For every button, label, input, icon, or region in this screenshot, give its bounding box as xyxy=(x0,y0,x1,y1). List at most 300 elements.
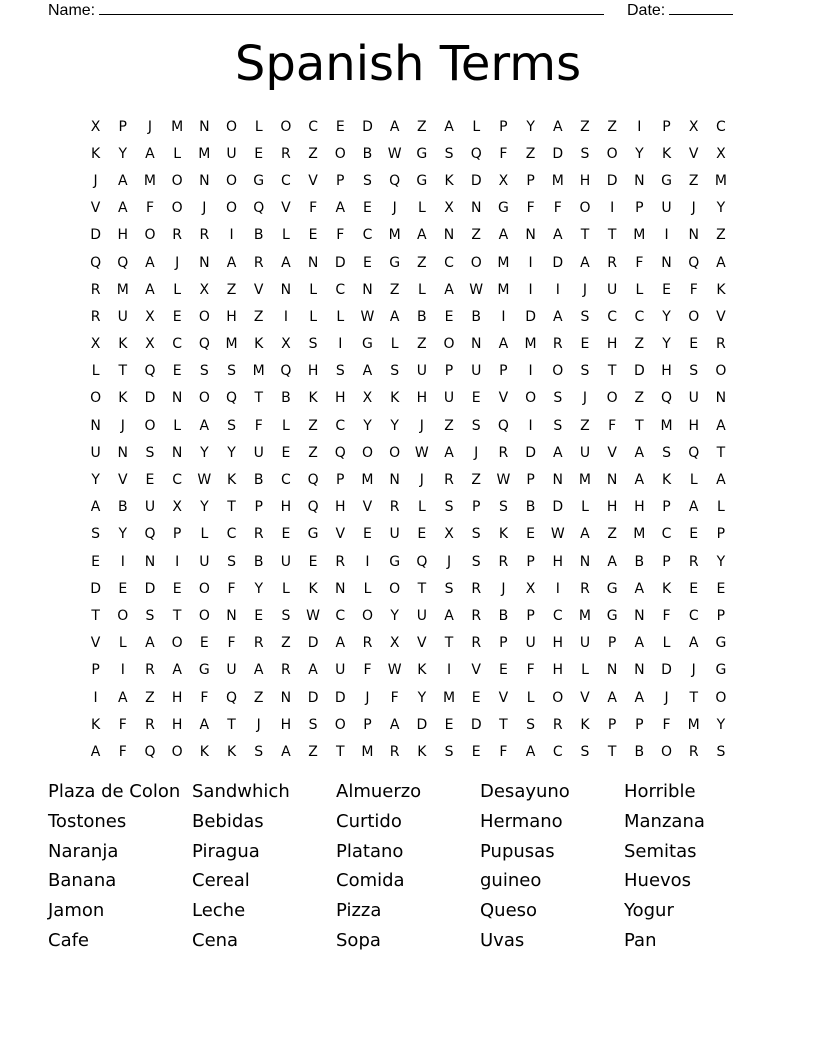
grid-letter: T xyxy=(417,580,427,597)
grid-letter: O xyxy=(361,444,373,461)
grid-letter: E xyxy=(363,200,372,217)
grid-letter: N xyxy=(226,607,237,624)
grid-letter: D xyxy=(552,254,564,271)
word-bank-item: Tostones xyxy=(48,810,127,832)
grid-letter: L xyxy=(417,200,426,217)
grid-letter: A xyxy=(634,444,645,461)
grid-letter: B xyxy=(634,743,645,760)
grid-letter: F xyxy=(227,635,236,652)
grid-letter: K xyxy=(580,716,590,733)
grid-letter: D xyxy=(606,172,618,189)
grid-letter: X xyxy=(281,336,291,353)
grid-letter: E xyxy=(580,336,590,353)
grid-letter: V xyxy=(335,526,346,543)
grid-letter: Z xyxy=(471,227,482,244)
grid-letter: A xyxy=(580,526,590,543)
grid-letter: N xyxy=(634,607,645,624)
grid-letter: L xyxy=(118,635,127,652)
grid-letter: O xyxy=(226,118,238,135)
grid-letter: C xyxy=(172,472,183,489)
grid-letter: P xyxy=(662,553,671,570)
grid-letter: A xyxy=(253,662,264,679)
grid-letter: A xyxy=(552,118,563,135)
word-bank-item: Hermano xyxy=(480,810,563,832)
grid-letter: A xyxy=(552,444,563,461)
grid-letter: A xyxy=(117,172,128,189)
grid-letter: N xyxy=(634,172,645,189)
grid-letter: K xyxy=(226,743,237,760)
grid-letter: M xyxy=(633,526,646,543)
grid-letter: A xyxy=(688,635,699,652)
grid-letter: R xyxy=(607,254,618,271)
grid-letter: K xyxy=(661,145,672,162)
grid-letter: W xyxy=(550,526,565,543)
grid-letter: L xyxy=(91,363,100,380)
grid-letter: Q xyxy=(661,390,673,407)
grid-letter: P xyxy=(635,716,644,733)
grid-letter: N xyxy=(280,281,292,298)
grid-letter: G xyxy=(715,662,727,679)
grid-letter: F xyxy=(118,743,127,760)
grid-letter: W xyxy=(496,472,511,489)
grid-letter: T xyxy=(607,363,617,380)
grid-letter: O xyxy=(198,390,210,407)
grid-letter: C xyxy=(716,118,726,135)
grid-letter: D xyxy=(307,635,319,652)
grid-letter: Y xyxy=(200,499,209,516)
grid-letter: U xyxy=(90,444,101,461)
grid-letter: V xyxy=(362,499,373,516)
grid-letter: X xyxy=(145,308,155,325)
grid-letter: Z xyxy=(308,417,318,434)
grid-letter: R xyxy=(498,553,509,570)
grid-letter: G xyxy=(606,607,618,624)
word-bank-item: Pupusas xyxy=(480,840,555,862)
grid-letter: Q xyxy=(307,499,319,516)
grid-letter: T xyxy=(91,607,100,624)
word-search-grid xyxy=(82,113,735,766)
grid-letter: W xyxy=(360,308,375,325)
grid-letter: S xyxy=(662,444,671,461)
grid-letter: A xyxy=(552,227,563,244)
grid-letter: E xyxy=(335,118,345,135)
word-bank-item: Desayuno xyxy=(480,781,570,802)
grid-letter: P xyxy=(526,172,535,189)
grid-letter: S xyxy=(553,417,563,434)
name-field[interactable] xyxy=(48,0,604,20)
grid-letter: Z xyxy=(308,743,318,760)
grid-letter: N xyxy=(362,281,373,298)
grid-letter: I xyxy=(528,281,533,298)
grid-letter: I xyxy=(528,254,533,271)
grid-letter: G xyxy=(497,200,509,217)
date-blank-line[interactable] xyxy=(669,0,733,15)
grid-letter: Q xyxy=(688,444,700,461)
grid-letter: B xyxy=(253,553,264,570)
grid-letter: E xyxy=(172,580,182,597)
grid-letter: L xyxy=(173,145,182,162)
grid-letter: T xyxy=(444,635,454,652)
grid-letter: Y xyxy=(118,526,128,543)
grid-letter: V xyxy=(580,689,590,706)
grid-letter: X xyxy=(444,200,454,217)
grid-letter: H xyxy=(280,716,292,733)
grid-letter: M xyxy=(660,417,673,434)
grid-letter: S xyxy=(526,716,536,733)
grid-letter: E xyxy=(172,308,182,325)
word-bank-item: Jamon xyxy=(48,900,105,922)
grid-letter: C xyxy=(552,607,563,624)
grid-letter: O xyxy=(688,308,700,325)
grid-letter: N xyxy=(117,444,129,461)
grid-letter: G xyxy=(389,254,401,271)
grid-letter: W xyxy=(414,444,429,461)
grid-letter: C xyxy=(607,308,618,325)
grid-letter: R xyxy=(389,499,400,516)
grid-letter: M xyxy=(524,336,537,353)
grid-letter: K xyxy=(390,390,400,407)
grid-letter: N xyxy=(389,472,400,489)
grid-letter: K xyxy=(661,472,672,489)
grid-letter: J xyxy=(120,417,125,434)
grid-letter: Q xyxy=(307,472,319,489)
grid-letter: O xyxy=(334,716,346,733)
grid-letter: E xyxy=(308,227,318,244)
grid-letter: Z xyxy=(308,444,318,461)
grid-letter: M xyxy=(551,172,564,189)
grid-letter: Q xyxy=(497,417,509,434)
grid-letter: L xyxy=(363,580,372,597)
grid-letter: U xyxy=(199,553,210,570)
grid-letter: H xyxy=(171,716,183,733)
grid-letter: V xyxy=(417,635,427,652)
grid-letter: W xyxy=(197,472,212,489)
grid-letter: J xyxy=(501,580,506,597)
grid-letter: X xyxy=(199,281,210,298)
grid-letter: V xyxy=(498,689,509,706)
grid-letter: B xyxy=(281,390,291,407)
grid-letter: C xyxy=(335,417,346,434)
grid-letter: O xyxy=(226,172,238,189)
word-bank-item: Piragua xyxy=(192,840,260,862)
grid-letter: J xyxy=(392,200,397,217)
word-bank-item: Pizza xyxy=(336,900,382,922)
word-bank-item: Cafe xyxy=(48,929,90,951)
grid-letter: S xyxy=(444,580,454,597)
grid-letter: O xyxy=(226,200,238,217)
grid-letter: I xyxy=(175,553,180,570)
grid-letter: D xyxy=(90,580,101,597)
grid-letter: W xyxy=(387,145,402,162)
grid-letter: S xyxy=(281,607,291,624)
grid-letter: L xyxy=(282,227,290,244)
grid-letter: A xyxy=(281,254,291,271)
grid-letter: L xyxy=(282,417,290,434)
grid-letter: T xyxy=(580,227,590,244)
grid-letter: F xyxy=(499,743,508,760)
grid-letter: N xyxy=(171,390,183,407)
grid-letter: S xyxy=(498,499,508,516)
grid-letter: V xyxy=(90,635,101,652)
grid-letter: R xyxy=(253,254,264,271)
grid-letter: Y xyxy=(118,145,128,162)
grid-letter: F xyxy=(689,281,698,298)
grid-letter: H xyxy=(117,227,129,244)
grid-letter: N xyxy=(90,417,101,434)
grid-letter: S xyxy=(227,417,236,434)
grid-letter: I xyxy=(664,227,669,244)
grid-letter: Y xyxy=(227,444,236,461)
grid-letter: A xyxy=(716,417,726,434)
grid-letter: R xyxy=(552,716,563,733)
grid-letter: O xyxy=(715,363,727,380)
grid-letter: P xyxy=(526,607,535,624)
grid-letter: M xyxy=(578,472,592,489)
grid-letter: A xyxy=(498,336,509,353)
grid-letter: A xyxy=(335,200,346,217)
grid-letter: A xyxy=(172,662,182,679)
grid-letter: K xyxy=(417,662,427,679)
grid-letter: Q xyxy=(470,145,482,162)
grid-letter: A xyxy=(716,254,726,271)
grid-letter: A xyxy=(389,716,400,733)
grid-letter: Z xyxy=(253,308,264,325)
grid-letter: P xyxy=(172,526,182,543)
grid-letter: O xyxy=(606,390,618,407)
grid-letter: A xyxy=(145,281,155,298)
grid-letter: S xyxy=(145,607,155,624)
grid-letter: Z xyxy=(634,390,645,407)
grid-letter: Q xyxy=(90,254,102,271)
grid-letter: R xyxy=(145,716,155,733)
grid-letter: E xyxy=(471,390,481,407)
grid-letter: E xyxy=(118,580,128,597)
grid-letter: D xyxy=(144,390,156,407)
grid-letter: Z xyxy=(471,472,482,489)
grid-letter: B xyxy=(471,308,482,325)
grid-letter: G xyxy=(661,172,672,189)
grid-letter: E xyxy=(444,308,454,325)
grid-letter: I xyxy=(283,308,288,325)
grid-letter: I xyxy=(229,227,234,244)
grid-letter: U xyxy=(607,281,618,298)
word-bank xyxy=(48,778,768,957)
word-bank-item: Manzana xyxy=(624,810,705,832)
grid-letter: F xyxy=(363,662,372,679)
grid-letter: I xyxy=(446,662,452,679)
grid-letter: N xyxy=(443,227,455,244)
grid-letter: X xyxy=(498,172,509,189)
grid-letter: L xyxy=(309,308,317,325)
grid-letter: C xyxy=(172,336,183,353)
grid-letter: O xyxy=(470,254,482,271)
grid-letter: Z xyxy=(417,254,427,271)
grid-letter: A xyxy=(308,662,318,679)
grid-letter: A xyxy=(117,200,128,217)
grid-letter: P xyxy=(499,363,508,380)
grid-letter: F xyxy=(145,200,154,217)
grid-letter: L xyxy=(526,689,535,706)
grid-letter: S xyxy=(227,553,236,570)
grid-letter: K xyxy=(308,580,318,597)
grid-letter: E xyxy=(363,254,372,271)
grid-letter: T xyxy=(689,689,698,706)
grid-letter: Q xyxy=(144,526,156,543)
grid-letter: R xyxy=(688,553,699,570)
grid-letter: A xyxy=(199,417,210,434)
grid-letter: F xyxy=(635,254,644,271)
grid-letter: F xyxy=(526,200,535,217)
grid-letter: T xyxy=(254,390,263,407)
grid-letter: Y xyxy=(254,580,263,597)
grid-letter: N xyxy=(199,118,210,135)
grid-letter: U xyxy=(416,607,427,624)
grid-letter: T xyxy=(716,444,726,461)
grid-letter: N xyxy=(606,662,618,679)
grid-letter: D xyxy=(470,716,482,733)
grid-letter: E xyxy=(281,444,291,461)
grid-letter: J xyxy=(147,118,153,135)
grid-letter: A xyxy=(525,743,536,760)
grid-letter: V xyxy=(281,200,291,217)
grid-letter: P xyxy=(635,200,644,217)
grid-letter: D xyxy=(552,145,564,162)
grid-letter: P xyxy=(662,499,671,516)
grid-letter: Y xyxy=(662,336,671,353)
grid-letter: R xyxy=(580,580,590,597)
grid-letter: E xyxy=(689,336,699,353)
grid-letter: M xyxy=(171,118,184,135)
grid-letter: A xyxy=(634,635,645,652)
grid-letter: F xyxy=(608,417,617,434)
grid-letter: G xyxy=(416,145,428,162)
grid-letter: O xyxy=(171,172,183,189)
grid-letter: U xyxy=(525,635,536,652)
grid-letter: E xyxy=(662,281,671,298)
grid-letter: Q xyxy=(117,254,129,271)
grid-letter: B xyxy=(362,145,373,162)
grid-letter: G xyxy=(416,172,428,189)
grid-letter: S xyxy=(471,526,481,543)
grid-letter: G xyxy=(198,662,210,679)
grid-letter: K xyxy=(199,743,209,760)
grid-letter: V xyxy=(117,472,128,489)
grid-letter: X xyxy=(90,336,101,353)
grid-letter: D xyxy=(334,689,346,706)
grid-letter: K xyxy=(417,743,427,760)
name-blank-line[interactable] xyxy=(99,0,604,15)
grid-letter: U xyxy=(579,635,591,652)
grid-letter: J xyxy=(691,200,696,217)
grid-letter: L xyxy=(282,580,290,597)
grid-letter: U xyxy=(280,553,292,570)
grid-letter: P xyxy=(607,635,617,652)
grid-letter: F xyxy=(662,607,671,624)
grid-letter: S xyxy=(254,743,264,760)
grid-letter: F xyxy=(662,716,671,733)
word-bank-item: Plaza de Colon xyxy=(48,781,181,802)
grid-letter: L xyxy=(173,281,182,298)
grid-letter: C xyxy=(661,526,672,543)
grid-letter: R xyxy=(281,662,291,679)
grid-letter: A xyxy=(199,716,210,733)
grid-letter: C xyxy=(335,607,346,624)
grid-letter: A xyxy=(607,689,617,706)
grid-letter: K xyxy=(308,390,318,407)
grid-letter: E xyxy=(254,607,264,624)
grid-letter: S xyxy=(580,145,590,162)
grid-letter: F xyxy=(200,689,209,706)
grid-letter: M xyxy=(143,172,157,189)
grid-letter: A xyxy=(444,118,454,135)
grid-letter: B xyxy=(117,499,128,516)
word-bank-item: Huevos xyxy=(624,870,692,892)
grid-letter: D xyxy=(525,444,536,461)
grid-letter: A xyxy=(90,743,101,760)
grid-letter: S xyxy=(716,743,726,760)
grid-letter: T xyxy=(227,716,236,733)
grid-letter: P xyxy=(716,526,726,543)
grid-letter: C xyxy=(634,308,645,325)
grid-letter: N xyxy=(525,227,536,244)
grid-letter: J xyxy=(474,444,479,461)
grid-letter: J xyxy=(691,662,696,679)
grid-letter: J xyxy=(93,172,98,189)
grid-letter: T xyxy=(607,227,617,244)
grid-letter: K xyxy=(661,580,672,597)
word-bank-item: guineo xyxy=(480,870,542,892)
grid-letter: E xyxy=(689,526,699,543)
grid-letter: X xyxy=(145,336,155,353)
grid-letter: E xyxy=(444,716,454,733)
grid-letter: O xyxy=(579,200,591,217)
grid-letter: A xyxy=(226,254,237,271)
grid-letter: O xyxy=(443,336,455,353)
grid-letter: L xyxy=(173,417,182,434)
grid-letter: L xyxy=(390,336,399,353)
grid-letter: F xyxy=(499,145,508,162)
grid-letter: Z xyxy=(444,417,454,434)
grid-letter: N xyxy=(335,580,346,597)
grid-letter: N xyxy=(280,689,292,706)
grid-letter: R xyxy=(389,743,400,760)
grid-letter: K xyxy=(716,281,726,298)
grid-letter: U xyxy=(416,363,427,380)
grid-letter: H xyxy=(335,499,346,516)
grid-letter: V xyxy=(688,145,699,162)
grid-letter: I xyxy=(365,553,370,570)
grid-letter: S xyxy=(580,743,590,760)
grid-letter: S xyxy=(580,363,590,380)
grid-letter: Z xyxy=(308,145,318,162)
grid-letter: P xyxy=(363,716,372,733)
grid-letter: A xyxy=(335,635,346,652)
grid-letter: O xyxy=(144,227,156,244)
grid-letter: D xyxy=(307,689,319,706)
grid-letter: H xyxy=(335,390,346,407)
date-label: Date: xyxy=(627,2,666,19)
grid-letter: C xyxy=(281,172,291,189)
grid-letter: D xyxy=(633,363,645,380)
grid-letter: R xyxy=(552,336,563,353)
grid-letter: E xyxy=(308,553,318,570)
date-field[interactable] xyxy=(627,0,733,20)
grid-letter: A xyxy=(117,689,128,706)
grid-letter: H xyxy=(552,635,564,652)
grid-letter: N xyxy=(606,472,618,489)
grid-letter: T xyxy=(172,607,182,624)
grid-letter: H xyxy=(171,689,183,706)
